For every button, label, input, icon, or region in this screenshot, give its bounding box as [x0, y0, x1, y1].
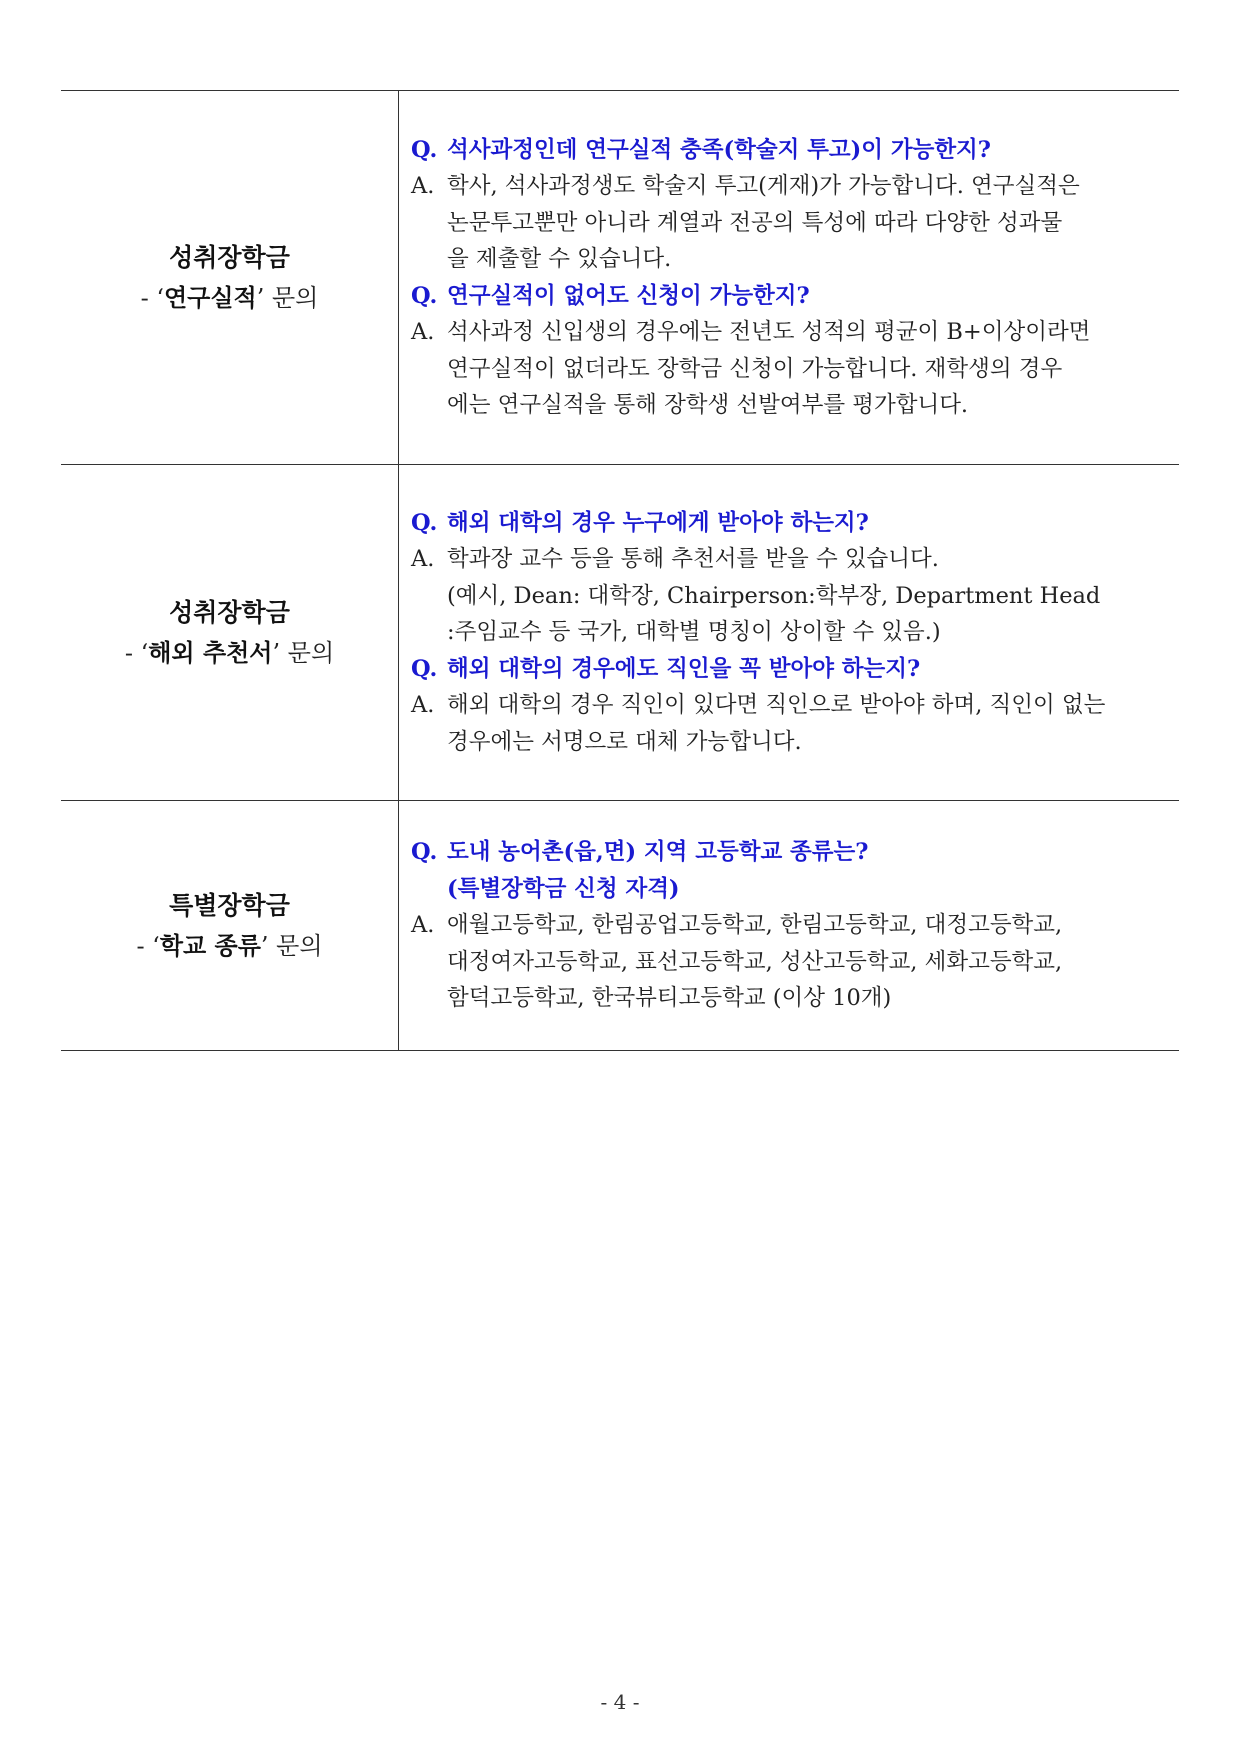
question [411, 132, 1167, 169]
subtitle-suffix: ’ 문의 [260, 931, 323, 960]
subtitle-topic: 연구실적 [163, 283, 257, 312]
text-line: :주임교수 등 국가, 대학별 명칭이 상이할 수 있음.) [447, 619, 941, 646]
answer-mark: A. [411, 546, 435, 573]
text-line: 학과장 교수 등을 통해 추천서를 받을 수 있습니다. [447, 546, 939, 573]
page-number: - 4 - [600, 1690, 640, 1714]
category-cell [61, 801, 399, 1051]
text-line: 에는 연구실적을 통해 장학생 선발여부를 평가합니다. [447, 392, 969, 418]
subtitle-suffix: ’ 문의 [256, 283, 319, 312]
answer [411, 541, 1167, 651]
question [411, 651, 1167, 688]
answer [411, 314, 1167, 424]
question [411, 834, 1167, 907]
qa-cell [399, 801, 1180, 1051]
category-title: 특별장학금 [169, 890, 290, 920]
category-subtitle [61, 926, 398, 966]
question-mark: Q. [411, 509, 438, 536]
category-title: 성취장학금 [169, 597, 290, 627]
qa-cell [399, 465, 1180, 801]
subtitle-prefix: - ‘ [136, 931, 160, 960]
answer [411, 687, 1167, 760]
answer-mark: A. [411, 173, 435, 199]
text-line: 논문투고뿐만 아니라 계열과 전공의 특성에 따라 다양한 성과물 [447, 209, 1063, 236]
category-cell [61, 465, 399, 801]
faq-row-overseas [61, 465, 1179, 801]
text-line: (예시, Dean: 대학장, Chairperson:학부장, Department Head [447, 582, 1101, 609]
question [411, 278, 1167, 315]
answer-text [447, 541, 1167, 651]
category-title: 성취장학금 [169, 242, 290, 272]
faq-row-research [61, 91, 1179, 465]
answer [411, 907, 1167, 1017]
subtitle-topic: 해외 추천서 [148, 638, 273, 667]
text-line: 해외 대학의 경우에도 직인을 꼭 받아야 하는지? [447, 655, 921, 682]
faq-row-school-type [61, 801, 1179, 1051]
subtitle-prefix: - ‘ [140, 283, 164, 312]
answer-text [447, 687, 1167, 760]
text-line: 대정여자고등학교, 표선고등학교, 성산고등학교, 세화고등학교, [447, 948, 1063, 975]
question-mark: Q. [411, 136, 438, 163]
answer-mark: A. [411, 319, 435, 345]
subtitle-topic: 학교 종류 [159, 931, 261, 960]
answer [411, 168, 1167, 278]
question [411, 505, 1167, 542]
text-line: 석사과정인데 연구실적 충족(학술지 투고)이 가능한지? [447, 136, 991, 163]
question-mark: Q. [411, 655, 438, 682]
question-text [447, 834, 1167, 907]
category-subtitle [61, 278, 398, 318]
qa-cell [399, 91, 1180, 465]
text-line: 경우에는 서명으로 대체 가능합니다. [447, 728, 802, 755]
text-line: 연구실적이 없어도 신청이 가능한지? [447, 282, 810, 309]
answer-text [447, 168, 1167, 278]
question-mark: Q. [411, 839, 438, 866]
text-line: 학사, 석사과정생도 학술지 투고(게재)가 가능합니다. 연구실적은 [447, 173, 1080, 199]
answer-text [447, 907, 1167, 1017]
text-line: 을 제출할 수 있습니다. [447, 246, 672, 272]
question-text [447, 278, 1167, 315]
text-line: (특별장학금 신청 자격) [447, 875, 680, 902]
subtitle-prefix: - ‘ [124, 638, 149, 667]
text-line: 석사과정 신입생의 경우에는 전년도 성적의 평균이 B+이상이라면 [447, 319, 1091, 345]
text-line: 해외 대학의 경우 누구에게 받아야 하는지? [447, 509, 869, 536]
question-text [447, 505, 1167, 542]
question-mark: Q. [411, 282, 438, 309]
text-line: 애월고등학교, 한림공업고등학교, 한림고등학교, 대정고등학교, [447, 912, 1063, 939]
answer-mark: A. [411, 692, 435, 719]
text-line: 연구실적이 없더라도 장학금 신청이 가능합니다. 재학생의 경우 [447, 355, 1063, 382]
text-line: 도내 농어촌(읍,면) 지역 고등학교 종류는? [447, 839, 869, 866]
answer-mark: A. [411, 912, 435, 939]
question-text [447, 651, 1167, 688]
text-line: 함덕고등학교, 한국뷰티고등학교 (이상 10개) [447, 985, 892, 1012]
subtitle-suffix: ’ 문의 [272, 638, 335, 667]
faq-table [61, 90, 1179, 1051]
category-cell [61, 91, 399, 465]
text-line: 해외 대학의 경우 직인이 있다면 직인으로 받아야 하며, 직인이 없는 [447, 692, 1106, 719]
question-text [447, 132, 1167, 169]
category-subtitle [61, 633, 398, 673]
answer-text [447, 314, 1167, 424]
